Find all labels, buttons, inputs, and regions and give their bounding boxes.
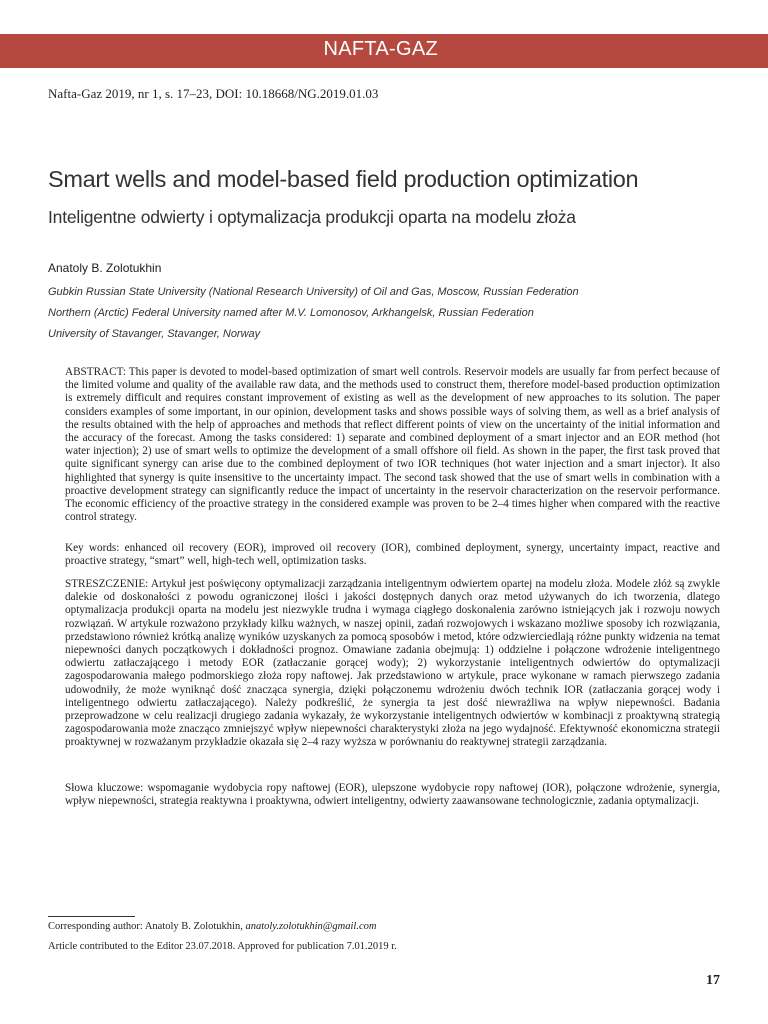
abstract-polish: STRESZCZENIE: Artykuł jest poświęcony optymalizacji zarządzania inteligentnym odwiertem opartej na modelu złoża. Modele złóż są zwykle dalekie od doskonałości z powodu ograniczonej ilości i jakości dostępnych danych oraz metod używanych do ich tworzenia, dlatego optymalizacja produkcji oparta na modelu jest niezwykle trudna i wymaga ciągłego doskonalenia zarówno istniejących jak i rozwoju nowych rozwiązań. W artykule rozważono przykłady kilku ważnych, w naszej opinii, zadań rozwojowych i wskazano możliwe sposoby ich rozwiązania, przedstawiono również krótką analizę wyników uzyskanych za pomocą sposobów i metod, które odzwierciedlają różne punkty widzenia na temat niepewności danych początkowych i dokładności prognoz. Omawiane zadania obejmują: 1) oddzielne i połączone wdrożenie inteligentnego odwiertu zatłaczającego i metody EOR (zatłaczanie gorącej wody); 2) wykorzystanie inteligentnych odwiertów do optymalizacji zagospodarowania małego podmorskiego złoża ropy naftowej. Jak przedstawiono w artykule, prace wykonane w ramach pierwszego zadania udowodniły, że może wyniknąć dość znacząca synergia, dzięki połączonemu wdrożeniu dwóch technik IOR (zatłaczania gorącej wody i inteligentnego odwiertu zatłaczającego). Należy podkreślić, że synergia ta jest dość niewrażliwa na wpływ niepewności. Badania przeprowadzone w celu realizacji drugiego zadania wykazały, że wykorzystanie inteligentnych odwiertów w kombinacji z proaktywną strategią zagospodarowania może znacząco zmniejszyć wpływ niepewności charakterystyki złoża na jego wydajność. Efektywność ekonomiczna strategii proaktywnej w rozważanym przykładzie okazała się 2–4 razy wyższa w porównaniu do reaktywnej strategii zarządzania.: [65, 578, 720, 749]
affiliation: University of Stavanger, Stavanger, Norway: [48, 328, 261, 340]
corresponding-author-note: [48, 921, 376, 932]
journal-name: NAFTA-GAZ: [323, 38, 438, 60]
article-dates-note: Article contributed to the Editor 23.07.2018. Approved for publication 7.01.2019 r.: [48, 941, 397, 952]
affiliation: Gubkin Russian State University (National Research University) of Oil and Gas, Moscow, Russian Federation: [48, 286, 579, 298]
author-name: Anatoly B. Zolotukhin: [48, 261, 162, 275]
article-title: Smart wells and model-based field production optimization: [48, 166, 639, 192]
journal-banner: [0, 34, 768, 68]
abstract-english: ABSTRACT: This paper is devoted to model-based optimization of smart well controls. Reservoir models are usually far from perfect because of the limited volume and quality of the available raw data, and the methods used to construct them, therefore model-based production optimization is extremely difficult and requires constant improvement of existing as well as the development of new approaches to its solution. The paper considers examples of some important, in our opinion, development tasks and shows possible ways of solving them, as well as a brief analysis of the results obtained with the help of approaches and methods that reflect different points of view on the uncertainty of the initial information and the accuracy of the forecast. Among the tasks considered: 1) separate and combined deployment of a smart injector and an EOR method (hot water injection); 2) use of smart wells to optimize the development of a small offshore oil field. As shown in the paper, the first task proved that quite significant synergy can arise due to the combined deployment of two IOR techniques (hot water injection and a smart injector). It also highlighted that synergy is quite insensitive to the uncertainty impact. The second task showed that the use of smart wells in combination with a proactive development strategy can significantly reduce the impact of uncertainty in the reservoir characterization on the reservoir performance. The economic efficiency of the proactive strategy in the considered example was proven to be 2–4 times higher when compared with the reactive control strategy.: [65, 366, 720, 524]
citation-line: Nafta-Gaz 2019, nr 1, s. 17–23, DOI: 10.18668/NG.2019.01.03: [48, 86, 379, 101]
page-number: 17: [706, 973, 720, 988]
corresponding-author-text: Corresponding author: Anatoly B. Zolotukhin,: [48, 921, 246, 932]
footnote-divider: [48, 916, 135, 917]
affiliation: Northern (Arctic) Federal University named after M.V. Lomonosov, Arkhangelsk, Russian Federation: [48, 307, 534, 319]
keywords-polish: Słowa kluczowe: wspomaganie wydobycia ropy naftowej (EOR), ulepszone wydobycie ropy naftowej (IOR), połączone wdrożenie, synergia, wpływ niepewności, strategia reaktywna i proaktywna, odwiert inteligentny, odwierty zaawansowane technologicznie, zadania optymalizacji.: [65, 782, 720, 808]
article-subtitle-polish: Inteligentne odwierty i optymalizacja produkcji oparta na modelu złoża: [48, 207, 576, 227]
corresponding-author-email[interactable]: anatoly.zolotukhin@gmail.com: [245, 921, 377, 932]
keywords-english: Key words: enhanced oil recovery (EOR), improved oil recovery (IOR), combined deployment, synergy, uncertainty impact, reactive and proactive strategy, “smart” well, high-tech well, optimization tasks.: [65, 542, 720, 568]
